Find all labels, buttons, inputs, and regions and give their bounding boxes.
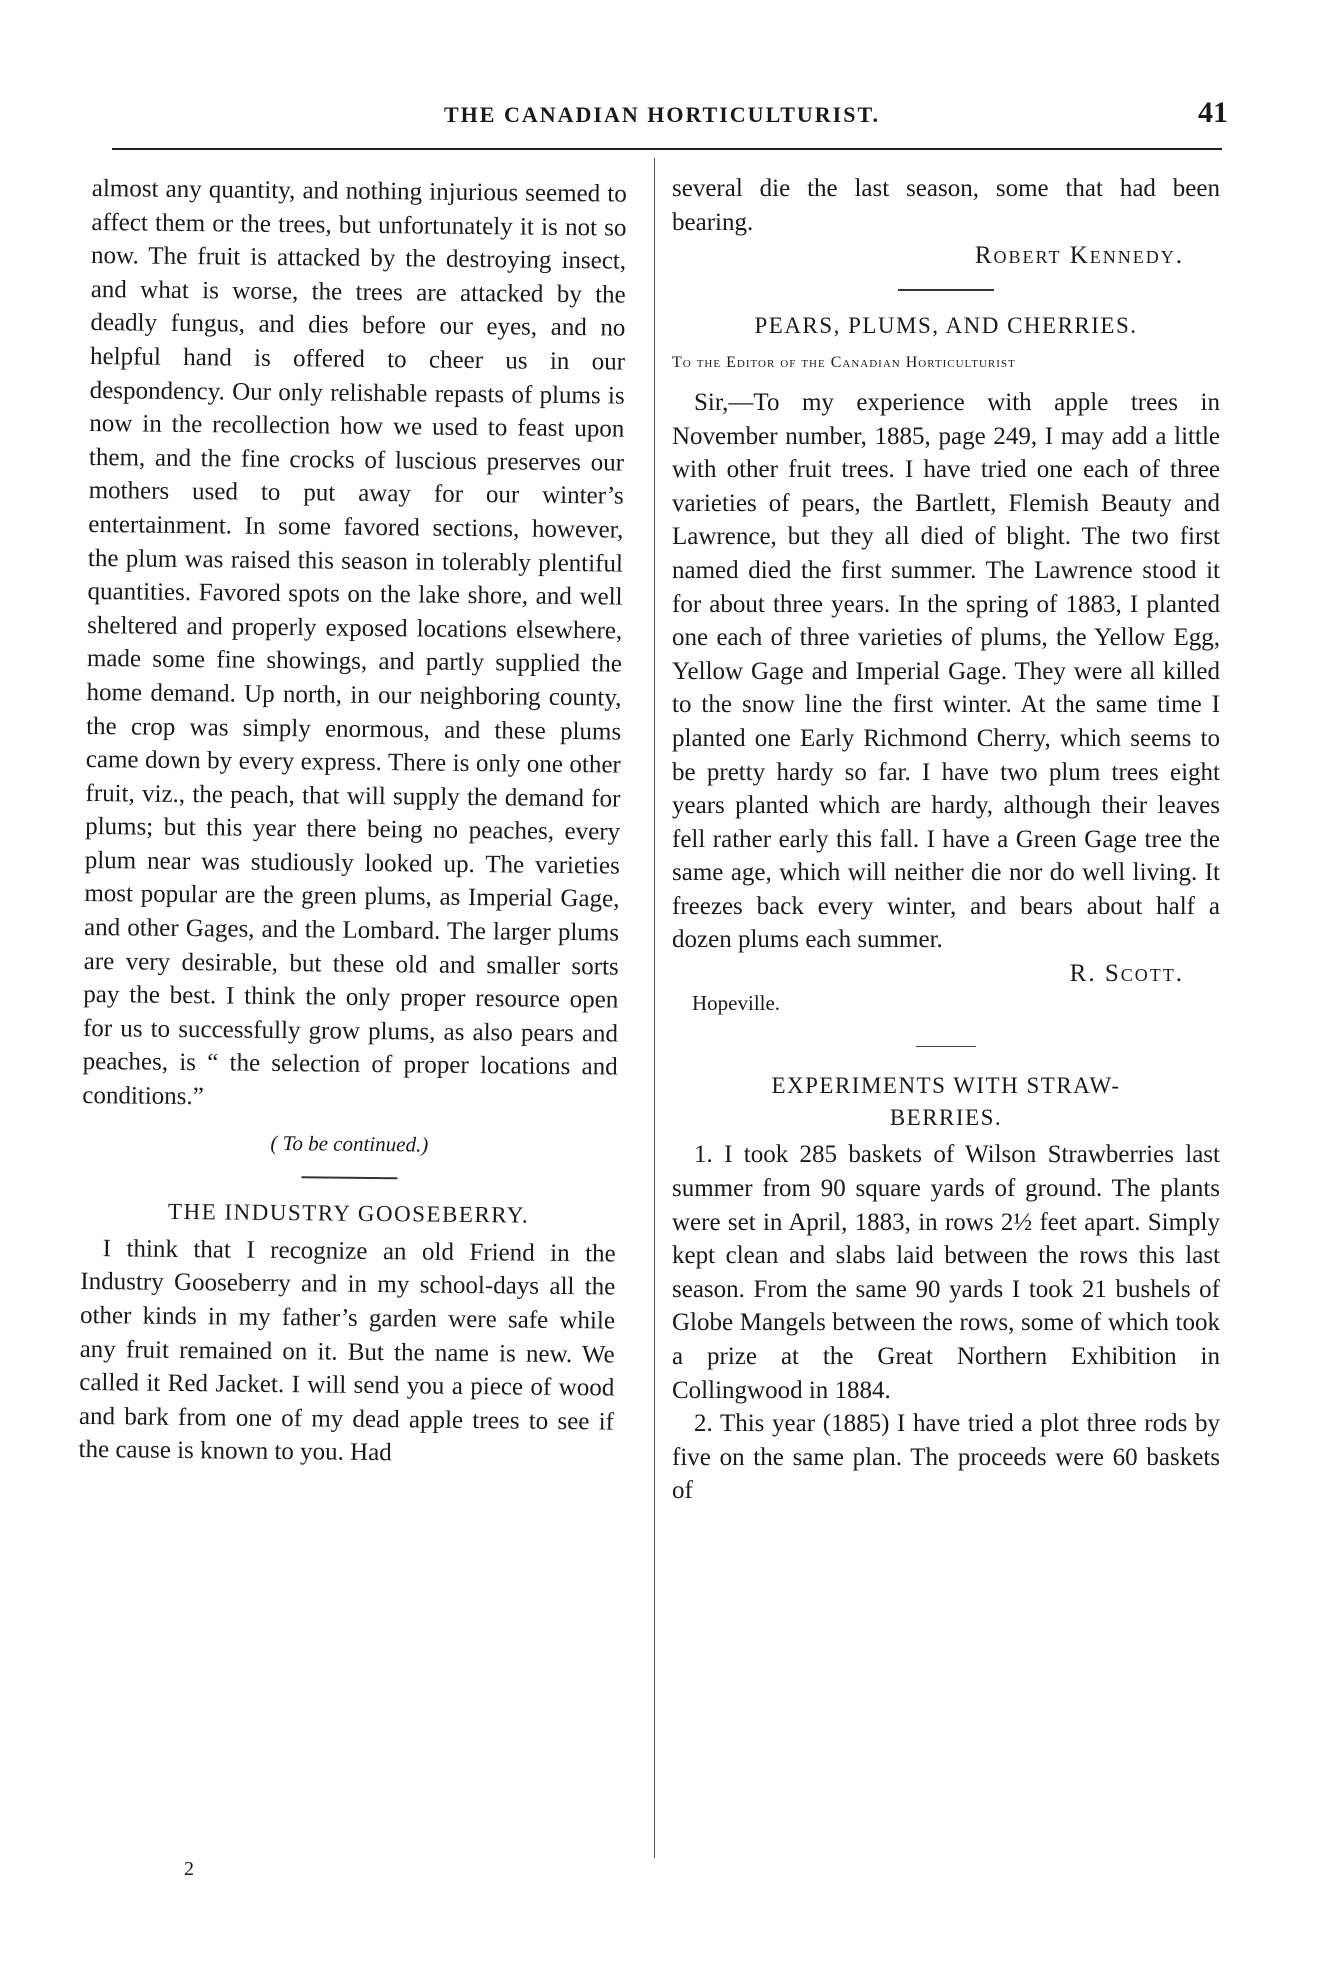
plums-continuation-paragraph: almost any quantity, and nothing injurious seemed to affect them or the trees, but unfortunately it is not so now. The fruit is attacked by the destroying insect, and what is worse, the trees are attacked by the deadly fungus, and dies before our eyes, and no helpful hand is offered to cheer us in our despondency. Our only relishable repasts of plums is now in the recollection how we used to feast upon them, and the fine crocks of luscious preserves our mothers used to put away for our winter’s entertainment. In some favored sections, however, the plum was raised this season in tolerably plentiful quantities. Favored spots on the lake shore, and well sheltered and properly exposed locations elsewhere, made some fine showings, and partly supplied the home demand. Up north, in our neighboring county, the crop was simply enormous, and these plums came down by every express. There is only one other fruit, viz., the peach, that will supply the demand for plums; but this year there being no peaches, every plum near was studiously looked up. The varieties most popular are the green plums, as Imperial Gage, and other Gages, and the Lombard. The larger plums are very desirable, but these old and smaller sorts pay the best. I think the only proper resource open for us to successfully grow plums, as also pears and peaches, is “ the selection of proper locations and conditions.”	[82, 174, 627, 1111]
editor-salutation: To the Editor of the Canadian Horticulturist	[672, 354, 1016, 372]
strawberries-heading-line2: BERRIES.	[889, 1104, 1003, 1130]
right-column	[672, 172, 1220, 1508]
pears-paragraph: Sir,—To my experience with apple trees in November number, 1885, page 249, I may add a little with other fruit trees. I have tried one each of three varieties of pears, the Bartlett, Flemish Beauty and Lawrence, but they all died of blight. The two first named died the first summer. The Lawrence stood it for about three years. In the spring of 1883, I planted one each of three varieties of plums, the Yellow Egg, Yellow Gage and Imperial Gage. They were all killed to the snow line the first winter. At the same time I planted one Early Richmond Cherry, which seems to be pretty hardy so far. I have two plum trees eight years planted which are hardy, although their leaves fell rather early this fall. I have a Green Gage tree the same age, which will neither die nor do well living. It freezes back every winter, and bears about half a dozen plums each summer.	[672, 388, 1220, 954]
left-column	[78, 172, 627, 1473]
place-name: Hopeville.	[692, 990, 781, 1015]
section-rule	[916, 1046, 976, 1047]
running-head	[112, 96, 1232, 136]
kennedy-signature: Robert Kennedy.	[974, 242, 1184, 270]
running-title: THE CANADIAN HORTICULTURIST.	[443, 102, 881, 127]
header-rule	[112, 148, 1222, 150]
signature-mark: 2	[184, 1858, 194, 1880]
gooseberry-paragraph: I think that I recognize an old Friend in the Industry Gooseberry and in my school-days all the other kinds in my father’s garden were safe while any fruit remained on it. But the name is new. We called it Red Jacket. I will send you a piece of wood and bark from one of my dead apple trees to see if the cause is known to you. Had	[78, 1234, 616, 1467]
strawberries-heading-line1: EXPERIMENTS WITH STRAW-	[771, 1073, 1121, 1099]
to-be-continued-note: ( To be continued.)	[270, 1130, 429, 1157]
pears-heading: PEARS, PLUMS, AND CHERRIES.	[754, 312, 1138, 338]
page-number: 41	[1198, 96, 1228, 129]
section-rule	[301, 1176, 397, 1179]
gooseberry-heading: THE INDUSTRY GOOSEBERRY.	[167, 1199, 530, 1228]
kennedy-closing-paragraph: several die the last season, some that had been bearing.	[672, 175, 1220, 236]
scott-signature: R. Scott.	[1069, 960, 1184, 988]
strawberries-paragraph-1: 1. I took 285 baskets of Wilson Strawberries last summer from 90 square yards of ground. The plants were set in April, 1883, in rows 2½ feet apart. Simply kept clean and slabs laid between the rows this last season. From the same 90 yards I took 21 bushels of Globe Mangels between the rows, some of which took a prize at the Great Northern Exhibition in Collingwood in 1884.	[672, 1141, 1220, 1404]
strawberries-paragraph-2: 2. This year (1885) I have tried a plot three rods by five on the same plan. The proceeds were 60 baskets of	[672, 1410, 1220, 1505]
column-divider	[654, 158, 655, 1858]
section-rule	[898, 289, 994, 291]
